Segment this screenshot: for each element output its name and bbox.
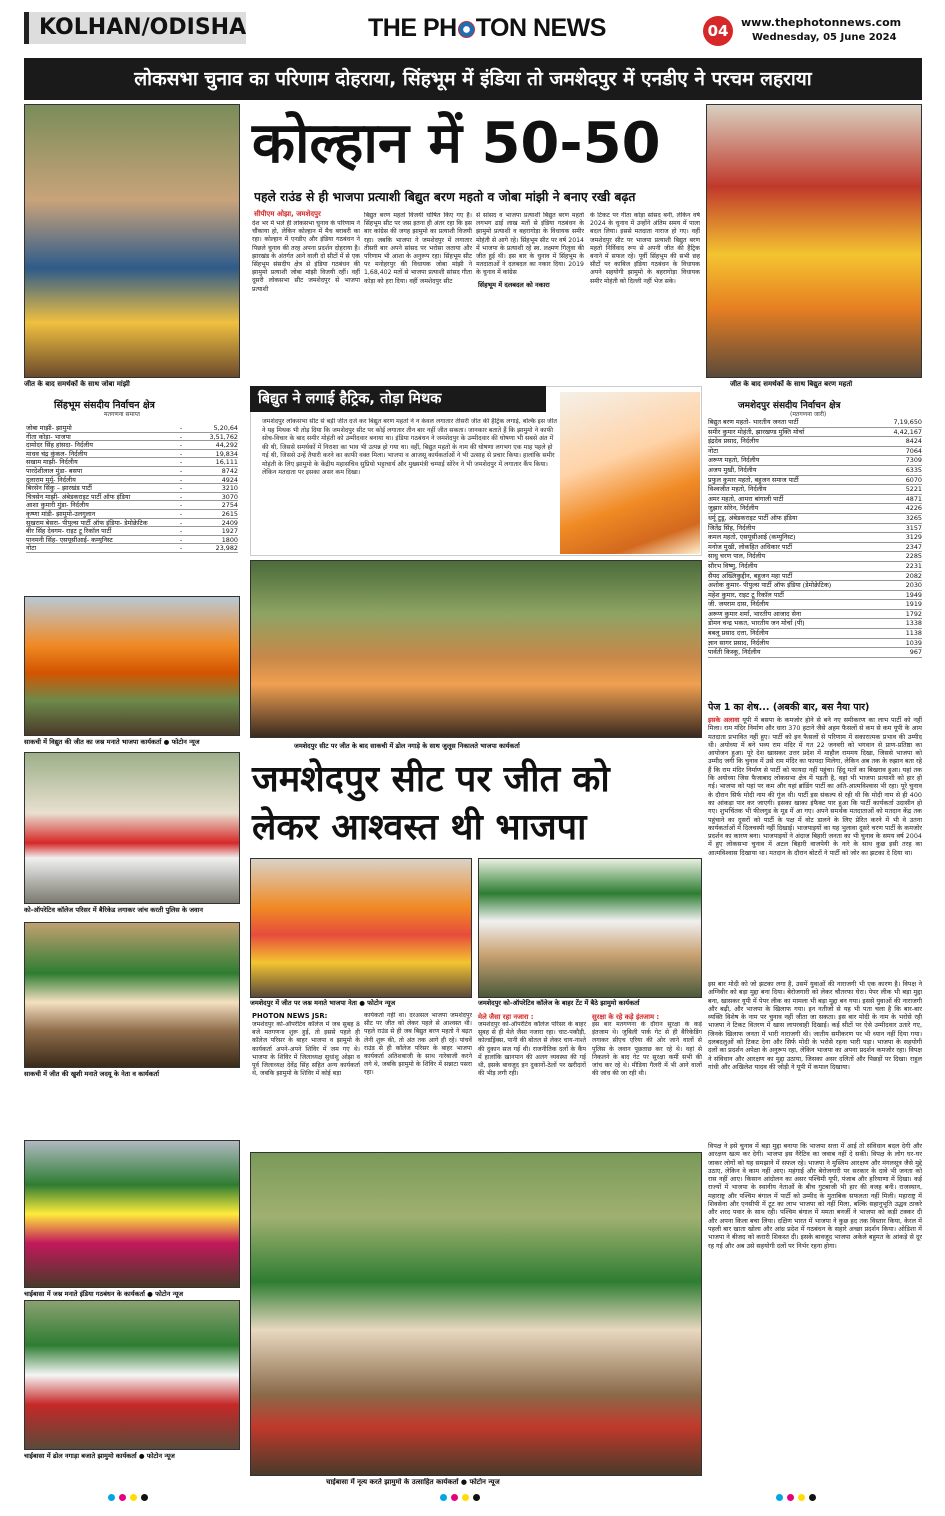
candidate-name: नोटा bbox=[26, 544, 37, 552]
jamshedpur-row bbox=[708, 639, 922, 649]
main-col-4: के टिकट पर गीता कोड़ा सांसद बनीं, लेकिन वर्ष 2024 के चुनाव में उन्होंने अंतिम समय में पाला बदल लिया। इससे मतदाता नाराज हो गए। वहीं जमशेदपुर सीट पर भाजपा प्रत्याशी बिद्युत बरण महतो निर्विवाद रूप से अपनी जीत की हैट्रिक बनाने में सफल रहे। पूर्वी सिंहभूम की सभी छह सीटों पर काबिज इंडिया गठबंधन के विधायक अपने सहयोगी झामुमो के बहरागोड़ा विधायक समीर मोहंती को दिल्ली नहीं भेज सके। bbox=[590, 212, 700, 285]
jamshedpur-row bbox=[708, 619, 922, 629]
jamshedpur-row bbox=[708, 581, 922, 591]
jamshedpur-row bbox=[708, 456, 922, 466]
hattrick-title: बिद्युत ने लगाई हैट्रिक, तोड़ा मिथक bbox=[258, 391, 442, 407]
vote-count: 1039 bbox=[905, 638, 922, 647]
vote-count: 19,834 bbox=[215, 449, 238, 458]
registration-dot bbox=[440, 1494, 447, 1501]
vote-count: 7064 bbox=[905, 446, 922, 455]
candidate-name: सखाम माझी- निर्दलीय bbox=[26, 458, 78, 466]
vote-count: 16,111 bbox=[215, 458, 238, 466]
candidate-name: अरूण महतो, निर्दलीय bbox=[708, 456, 760, 465]
vote-count: 8424 bbox=[905, 437, 922, 446]
singhbhum-row bbox=[26, 441, 238, 450]
candidate-name: साधु चरण पाल, निर्दलीय bbox=[708, 552, 766, 561]
candidate-name: दुलाराम मुर्मू- निर्दलीय bbox=[26, 475, 76, 484]
bjp-leaders-photo bbox=[250, 858, 472, 998]
candidate-name: विश्वजीत महतो, निर्दलीय bbox=[708, 485, 767, 494]
candidate-name: सौरभ विष्णु, निर्दलीय bbox=[708, 561, 758, 570]
continued-p3: विपक्ष ने इसे चुनाव में बड़ा मुद्दा बनाया कि भाजपा सत्ता में आई तो संविधान बदल देगी और आरक्षण खत्म कर देगी। भाजपा इस नैरेटिव का जवाब नहीं दे सकी। विपक्ष के लोग घर-घर जाकर लोगों को यह समझाने में सफल रहे। भाजपा ने मुस्लिम आरक्षण और मंगलसूत्र जैसे मुद्दे उठाए, लेकिन वे काम नहीं आए। महंगाई और बेरोजगारी पर सरकार के दावे भी जनता को रास नहीं आए। किसान आंदोलन का असर पश्चिमी यूपी, पंजाब और हरियाणा में दिखा। कई राज्यों में भाजपा के स्थानीय नेताओं के बीच गुटबाजी भी हार की वजह बनी। राजस्थान, महाराष्ट्र और पश्चिम बंगाल में पार्टी को उम्मीद के मुताबिक सफलता नहीं मिली। महाराष्ट्र में शिवसेना और एनसीपी में टूट का लाभ भाजपा को नहीं मिला, बल्कि सहानुभूति उद्धव ठाकरे और शरद पवार के साथ रही। पश्चिम बंगाल में ममता बनर्जी ने भाजपा को कड़ी टक्कर दी और अपना किला बचा लिया। दक्षिण भारत में भाजपा ने कुछ हद तक विस्तार किया, केरल में पहली बार खाता खोला और आंध्र प्रदेश में गठबंधन के सहारे अच्छा प्रदर्शन किया। ओडिशा में भाजपा ने बीजद को करारी शिकस्त दी। इसके बावजूद भाजपा अकेले बहुमत के आंकड़े से दूर रह गई और अब उसे सहयोगी दलों पर निर्भर रहना होगा। bbox=[708, 1142, 922, 1250]
main-col-2: बिद्युत बरण महतो विजयी घोषित किए गए हैं। सिंहभूम सीट पर जस इतना ही अंतर रहा कि इस बार कांग्रेस की जगह झामुमो का प्रत्याशी विजयी रहा। जबकि भाजपा ने जमशेदपुर में लगातार तीसरी बार अपने सांसद पर भरोसा जताया और परिणाम भी आशा के अनुरूप रहा। सिंहभूम सीट पर मनोहरपुर की विधायक जोबा मांझी ने 1,68,402 मतों से भाजपा प्रत्याशी सांसद गीता कोड़ा को हरा दिया। वहीं जमशेदपुर सीट bbox=[364, 212, 472, 285]
candidate-name: कमल महतो, एसयूसीआई (कम्युनिस्ट) bbox=[708, 533, 796, 542]
vote-count: 23,982 bbox=[215, 544, 238, 552]
website: www.thephotonnews.com bbox=[741, 16, 902, 29]
page-number-badge bbox=[703, 16, 733, 46]
row-dash: - bbox=[179, 466, 183, 475]
jamshedpur-row bbox=[708, 591, 922, 601]
registration-dot bbox=[787, 1494, 794, 1501]
sakchi-celebration-photo bbox=[24, 596, 240, 736]
singhbhum-row bbox=[26, 536, 238, 545]
vote-count: 4,42,167 bbox=[893, 427, 922, 436]
masthead bbox=[368, 14, 606, 43]
candidate-name: सुखराम बेसरा- पीपुल्स पार्टी ऑफ इंडिया- डेमोक्रेटिक bbox=[26, 518, 148, 527]
caption-procession: जमशेदपुर सीट पर जीत के बाद साकची में ढोल नगाड़े के साथ जुलूस निकालते भाजपा कार्यकर्ता bbox=[294, 742, 520, 750]
vote-count: 3157 bbox=[905, 523, 922, 532]
main-sub-byline: सिंहभूम में दलबदल को नकारा bbox=[478, 281, 550, 289]
bidyut-photo bbox=[706, 104, 922, 378]
jamshedpur-row bbox=[708, 533, 922, 543]
main-subheadline: पहले राउंड से ही भाजपा प्रत्याशी बिद्युत बरण महतो व जोबा मांझी ने बनाए रखी बढ़त bbox=[254, 190, 636, 204]
vote-count: 3070 bbox=[221, 492, 238, 501]
caption-left-5: चाईबासा में ढोल नगाड़ा बजाते झामुमो कार्यकर्ता ● फोटोन न्यूज bbox=[24, 1452, 175, 1460]
candidate-name: अजय मुखी, निर्दलीय bbox=[708, 465, 757, 474]
main-headline: कोल्हान में 50-50 bbox=[252, 111, 661, 176]
jamshedpur-row bbox=[708, 524, 922, 534]
vote-count: 4226 bbox=[905, 504, 922, 513]
vote-count: 7309 bbox=[905, 456, 922, 465]
banner-text: लोकसभा चुनाव का परिणाम दोहराया, सिंहभूम में इंडिया तो जमशेदपुर में एनडीए ने परचम लहराया bbox=[134, 68, 812, 90]
vote-count: 967 bbox=[909, 648, 922, 657]
singhbhum-row bbox=[26, 501, 238, 510]
vote-count: 1927 bbox=[221, 527, 238, 535]
print-registration-dots-center bbox=[440, 1494, 480, 1501]
singhbhum-row bbox=[26, 510, 238, 519]
jobamanjhi-photo bbox=[24, 104, 240, 378]
hattrick-title-bar bbox=[250, 386, 546, 412]
page-number: 04 bbox=[707, 22, 729, 40]
print-registration-dots-right bbox=[776, 1494, 816, 1501]
vote-count: 2231 bbox=[905, 561, 922, 570]
registration-dot bbox=[130, 1494, 137, 1501]
singhbhum-row bbox=[26, 476, 238, 485]
registration-dot bbox=[809, 1494, 816, 1501]
vote-count: 2347 bbox=[905, 542, 922, 551]
vote-count: 8742 bbox=[221, 466, 238, 475]
vote-count: 1800 bbox=[221, 535, 238, 544]
jamshedpur-row bbox=[708, 418, 922, 428]
vote-count: 1138 bbox=[905, 629, 922, 638]
singhbhum-results-table bbox=[26, 424, 238, 553]
singhbhum-subtitle: मतगणना समाप्त bbox=[104, 411, 140, 418]
vote-count: 2082 bbox=[905, 571, 922, 580]
continued-title: पेज 1 का शेष... (अबकी बार, बस नैया पार) bbox=[708, 702, 870, 713]
candidate-name: प्रफुल कुमार महतो, बहुजन समाज पार्टी bbox=[708, 475, 799, 484]
registration-dot bbox=[462, 1494, 469, 1501]
jamshedpur-row bbox=[708, 514, 922, 524]
singhbhum-row bbox=[26, 519, 238, 528]
vote-count: 3210 bbox=[221, 484, 238, 492]
caption-left-4: चाईबासा में जश्न मनाते इंडिया गठबंधन के कार्यकर्ता ● फोटोन न्यूज bbox=[24, 1290, 184, 1298]
candidate-name: चित्रसेन माझी- अंबेडकराइट पार्टी ऑफ इंडिया bbox=[26, 492, 131, 501]
row-dash: - bbox=[179, 501, 183, 509]
vote-count: 2285 bbox=[905, 552, 922, 561]
row-dash: - bbox=[179, 484, 183, 492]
singhbhum-row bbox=[26, 493, 238, 502]
vote-count: 3265 bbox=[905, 513, 922, 522]
jamshedpur-row bbox=[708, 447, 922, 457]
candidate-name: धर्मू टुडू, अंबेडकराइट पार्टी ऑफ इंडिया bbox=[708, 513, 798, 522]
singhbhum-row bbox=[26, 450, 238, 459]
vote-count: 4924 bbox=[221, 475, 238, 484]
continued-lead: इसके अलावा bbox=[708, 716, 740, 724]
row-dash: - bbox=[179, 441, 183, 449]
jamshedpur-row bbox=[708, 476, 922, 486]
vote-count: 2409 bbox=[221, 518, 238, 527]
jamshedpur-row bbox=[708, 504, 922, 514]
candidate-name: बबलू प्रसाद दत्ता, निर्दलीय bbox=[708, 629, 769, 638]
jamshedpur-row bbox=[708, 600, 922, 610]
vote-count: 6335 bbox=[905, 465, 922, 474]
candidate-name: ज्ञान सागर प्रसाद, निर्दलीय bbox=[708, 638, 769, 647]
candidate-name: डोमन चन्द्र भकत, भारतीय जन मोर्चा (पी) bbox=[708, 619, 805, 628]
candidate-name: महेश कुमार, राइट टू रिकॉल पार्टी bbox=[708, 590, 784, 599]
candidate-name: अशोक कुमार- पीपुल्स पार्टी ऑफ इंडिया (डेमोक्रेटिक) bbox=[708, 581, 832, 590]
candidate-name: नोटा bbox=[708, 446, 719, 455]
jamshedpur-row bbox=[708, 610, 922, 620]
caption-mid-1: जमशेदपुर में जीत पर जश्न मनाते भाजपा नेता ● फोटोन न्यूज bbox=[250, 999, 396, 1007]
chaibasa-india-photo bbox=[24, 1140, 240, 1288]
row-dash: - bbox=[179, 475, 183, 484]
candidate-name: सैयद अख्लिकुद्दीन, बहुजन महा पार्टी bbox=[708, 571, 793, 580]
vote-count: 1338 bbox=[905, 619, 922, 628]
vote-count: 1919 bbox=[905, 600, 922, 609]
candidate-name: जुझार सोरेन, निर्दलीय bbox=[708, 504, 759, 513]
vote-count: 7,19,650 bbox=[893, 418, 922, 426]
row-dash: - bbox=[179, 518, 183, 527]
vote-count: 3,51,762 bbox=[209, 432, 238, 441]
jamshedpur-row bbox=[708, 495, 922, 505]
vote-count: 2030 bbox=[905, 581, 922, 590]
row-dash: - bbox=[179, 527, 183, 535]
jamshedpur-sub-2: सुरक्षा के रहे कड़े इंतजाम : bbox=[592, 1013, 660, 1021]
row-dash: - bbox=[179, 509, 183, 518]
vote-count: 4871 bbox=[905, 494, 922, 503]
caption-top-right: जीत के बाद समर्थकों के साथ बिद्युत बरण महतो bbox=[730, 380, 853, 388]
candidate-name: अरूण कुमार शर्मा, भारतीय आजाद सेना bbox=[708, 609, 802, 618]
chaibasa-drums-photo bbox=[24, 1300, 240, 1450]
candidate-name: जोबा माझी- झामुमो bbox=[26, 424, 72, 432]
vote-count: 2615 bbox=[221, 509, 238, 518]
hattrick-body: जमशेदपुर लोकसभा सीट से बड़ी जीत दर्ज कर बिद्युत बरण महतो ने न केवल लगातार तीसरी जीत की हैट्रिक लगाई, बल्कि इस जीत ने यह मिथक भी तोड़ दिया कि जमशेदपुर सीट पर कोई लगातार तीन बार नहीं जीत सकता। जानकार बताते हैं कि झामुमो ने काफी सोच-विचार के बाद समीर मोहंती को उम्मीदवार बनाया था। इंडिया गठबंधन ने जमशेदपुर के उम्मीदवार की घोषणा भी सबसे अंत में की थी, जिससे समर्थकों में निराशा का भाव भी उत्पन्न हो गया था। वहीं, बिद्युत महतो के नाम की घोषणा लगभग एक माह पहले हो गई थी, जिससे उन्हें तैयारी करने का काफी वक्त मिला। भाजपा व आजसू कार्यकर्ताओं ने भी उत्साह से प्रचार किया। हालांकि समीर मोहंती के लिए झामुमो के केंद्रीय महासचिव सुप्रियो भट्टाचार्य और मुख्यमंत्री चम्पाई सोरेन ने भी जमशेदपुर में लगातार कैंप किया। लेकिन मतदाता पर इसका असर कम दिखा। bbox=[262, 418, 557, 476]
jamshedpur-row bbox=[708, 466, 922, 476]
vote-count: 2754 bbox=[221, 501, 238, 509]
continued-p2: इस बार मोदी को जो झटका लगा है, उसमें युवाओं की नाराजगी भी एक कारण है। विपक्ष ने अग्निवीर को बड़ा मुद्दा बना दिया। बेरोजगारी को लेकर चौतरफा घेरा। पेपर लीक भी बड़ा मुद्दा बना, खासकर यूपी में पेपर लीक का मामला भी बड़ा मुद्दा बन गया। इससे युवाओं की नाराजगी और बढ़ी, और भाजपा के खिलाफ गया। इन नतीजों से यह भी पता चला है कि बार-बार व्यक्ति विशेष के नाम पर चुनाव नहीं जीता जा सकता। इस बार मोदी के नाम के भरोसे रही भाजपा ने टिकट वितरण में खास लापरवाही दिखाई। कई सीटों पर ऐसे उम्मीदवार उतारे गए, जिनके खिलाफ जनता में भारी नाराजगी थी। जातीय समीकरण पर भी ध्यान नहीं दिया गया। दलबदलुओं को टिकट देना और सिर्फ मोदी के भरोसे रहना भारी पड़ा। भाजपा के सहयोगी दलों का प्रदर्शन अपेक्षा के अनुरूप रहा, लेकिन भाजपा का अपना प्रदर्शन कमजोर रहा। विपक्ष ने संविधान और आरक्षण का मुद्दा उठाया, जिसका असर दलितों और पिछड़ों पर दिखा। राहुल गांधी और अखिलेश यादव की जोड़ी ने यूपी में कमाल दिखाया। bbox=[708, 980, 922, 1071]
singhbhum-row bbox=[26, 467, 238, 476]
row-dash: - bbox=[179, 432, 183, 441]
row-dash: - bbox=[179, 544, 183, 552]
singhbhum-row bbox=[26, 458, 238, 467]
singhbhum-row bbox=[26, 424, 238, 433]
date: Wednesday, 05 June 2024 bbox=[752, 32, 897, 43]
jamshedpur-results-table bbox=[708, 418, 922, 658]
row-dash: - bbox=[179, 449, 183, 458]
singhbhum-row bbox=[26, 527, 238, 536]
jamshedpur-row bbox=[708, 572, 922, 582]
caption-mid-2: जमशेदपुर को-ऑपरेटिव कॉलेज के बाहर टेंट में बैठे झामुमो कार्यकर्ता bbox=[478, 999, 640, 1007]
vote-count: 1792 bbox=[905, 609, 922, 618]
registration-dot bbox=[776, 1494, 783, 1501]
caption-left-2: को-ऑपरेटिव कॉलेज परिसर में बैरिकेड लगाकर जांच करती पुलिस के जवान bbox=[24, 906, 203, 914]
procession-photo bbox=[250, 560, 702, 738]
candidate-name: पानमनी सिंह- एसयूसीआई- कम्युनिस्ट bbox=[26, 535, 113, 544]
jamshedpur-col-3: जमशेदपुर को-ऑपरेटिव कॉलेज परिसर के बाहर सुबह से ही मेले जैसा नजारा रहा। चाट-पकौड़ी, कोल्डड्रिंक्स, पानी की बोतल से लेकर चाय-नाश्ते की दुकान सज गई थी। राजनीतिक दलों के कैंप में हालांकि खानपान की अलग व्यवस्था की गई थी, इसके बावजूद इन दुकानों-ठेलों पर खरीदारों की भीड़ लगी रही। bbox=[478, 1021, 586, 1078]
jamshedpur-title: जमशेदपुर संसदीय निर्वाचन क्षेत्र bbox=[738, 401, 841, 411]
registration-dot bbox=[108, 1494, 115, 1501]
main-col-1: देश भर में भले ही लोकसभा चुनाव के परिणाम ने चौंकाया हो, लेकिन कोल्हान में मैच बराबरी का रहा। कोल्हान में एनडीए और इंडिया गठबंधन ने पिछले चुनाव की तरह अपना प्रदर्शन दोहराया है। झारखंड के अंतर्गत आने वाली दो सीटों में से एक सिंहभूम संसदीय क्षेत्र से इंडिया गठबंधन की झामुमो प्रत्याशी जोबा मांझी विजयी रहीं। वहीं दूसरी लोकसभा सीट जमशेदपुर से भाजपा प्रत्याशी bbox=[252, 220, 360, 293]
row-dash: - bbox=[179, 424, 183, 432]
registration-dot bbox=[119, 1494, 126, 1501]
candidate-name: जितेंद्र सिंह, निर्दलीय bbox=[708, 523, 756, 532]
top-banner bbox=[24, 58, 922, 100]
singhbhum-row bbox=[26, 433, 238, 442]
jamshedpur-byline: PHOTON NEWS JSR: bbox=[252, 1012, 328, 1020]
continued-p1 bbox=[708, 716, 922, 976]
vote-count: 5221 bbox=[905, 485, 922, 494]
vote-count: 44,292 bbox=[215, 441, 238, 449]
vote-count: 3129 bbox=[905, 533, 922, 542]
masthead-part-2: TON NEWS bbox=[475, 14, 606, 42]
jmm-tent-photo bbox=[478, 858, 702, 998]
caption-left-3: साकची में जीत की खुशी मनाते जदयू के नेता व कार्यकर्ता bbox=[24, 1070, 160, 1078]
candidate-name: मनोज मुखी, लोकहित अधिकार पार्टी bbox=[708, 542, 793, 551]
registration-dot bbox=[473, 1494, 480, 1501]
registration-dot bbox=[141, 1494, 148, 1501]
caption-top-left: जीत के बाद समर्थकों के साथ जोबा मांझी bbox=[24, 380, 130, 388]
candidate-name: माधव चंद्र कुंकल- निर्दलीय bbox=[26, 449, 88, 458]
jamshedpur-sub-1: मेले जैसा रहा नजारा : bbox=[478, 1013, 534, 1021]
jamshedpur-row bbox=[708, 629, 922, 639]
barricade-photo bbox=[24, 752, 240, 904]
logo-camera-icon bbox=[458, 21, 475, 38]
jamshedpur-headline-1: जमशेदपुर सीट पर जीत को bbox=[252, 759, 610, 800]
main-byline: सीपीएम ओझा, जमशेदपुर bbox=[254, 210, 321, 218]
candidate-name: पार्वती किस्कू, निर्दलीय bbox=[708, 648, 761, 657]
jamshedpur-row bbox=[708, 648, 922, 658]
candidate-name: कृष्णा मांडी- झामुमो-उलगुलान bbox=[26, 509, 96, 518]
vote-count: 1949 bbox=[905, 590, 922, 599]
jamshedpur-row bbox=[708, 485, 922, 495]
print-registration-dots-left bbox=[108, 1494, 148, 1501]
vote-count: 6070 bbox=[905, 475, 922, 484]
jamshedpur-col-4: इस बार मतगणना के दौरान सुरक्षा के कड़े इंतजाम थे। जुबिली पार्क गेट से ही बैरिकेडिंग लगाकर सीएच एरिया की ओर जाने वालों से पुलिस के जवान पूछताछ कर रहे थे। वहां से निकलने के बाद गेट पर सुरक्षा कर्मी सभी की जांच कर रहे थे। मीडिया गैलरी में भी आने वालों की जांच की जा रही थी। bbox=[592, 1021, 702, 1078]
jamshedpur-row bbox=[708, 562, 922, 572]
candidate-name: जी. जयराम दास, निर्दलीय bbox=[708, 600, 769, 609]
row-dash: - bbox=[179, 458, 183, 466]
candidate-name: बीर सिंह देवगम- राइट टू रिकॉल पार्टी bbox=[26, 527, 112, 535]
jamshedpur-row bbox=[708, 552, 922, 562]
candidate-name: गीता कोड़ा- भाजपा bbox=[26, 432, 71, 441]
chaibasa-dance-photo bbox=[250, 1152, 702, 1476]
candidate-name: आशा कुमारी मुंडा- निर्दलीय bbox=[26, 501, 89, 509]
registration-dot bbox=[451, 1494, 458, 1501]
row-dash: - bbox=[179, 492, 183, 501]
region-label: KOLHAN/ODISHA bbox=[39, 15, 247, 40]
candidate-name: अमर महतो, आमरा बांगाली पार्टी bbox=[708, 494, 784, 503]
jamshedpur-headline-2: लेकर आश्वस्त थी भाजपा bbox=[252, 807, 587, 848]
candidate-name: समीर कुमार मोहंती, झारखण्ड मुक्ति मोर्चा bbox=[708, 427, 805, 436]
row-dash: - bbox=[179, 535, 183, 544]
main-col-3: से सांसद व भाजपा प्रत्याशी बिद्युत बरण महतो लगभग ढाई लाख मतों से इंडिया गठबंधन के झामुमो प्रत्याशी व बहरागोड़ा के विधायक समीर मोहंती से आगे रहे। सिंहभूम सीट पर वर्ष 2014 में भाजपा के प्रत्याशी रहे स्व. लक्ष्मण गिलुवा की जीत हुई थी। इस बार के चुनाव में सिंहभूम के मतदाताओं ने दलबदल का नकार दिया। 2019 के चुनाव में कांग्रेस bbox=[476, 212, 584, 277]
jamshedpur-row bbox=[708, 543, 922, 553]
candidate-name: इंद्रदेव प्रसाद, निर्दलीय bbox=[708, 437, 759, 446]
candidate-name: बिरसेन सिंकु – झारखंड पार्टी bbox=[26, 484, 92, 492]
vote-count: 5,20,64 bbox=[213, 424, 238, 432]
jamshedpur-row bbox=[708, 437, 922, 447]
candidate-name: बिद्युत बरण महतो- भारतीय जनता पार्टी bbox=[708, 418, 799, 426]
jamshedpur-col-2: कार्यकर्ता नहीं था। दरअसल भाजपा जमशेदपुर सीट पर जीत को लेकर पहले से आश्वस्त थी। पहले राउंड से ही जब बिद्युत बरण महतो ने बढ़त लेनी शुरू की, तो अंत तक आगे ही रहे। पांचवें राउंड से ही कॉलेज परिसर के बाहर भाजपा कार्यकर्ता अतिशबाजी के साथ नारेबाजी करने लगे थे, जबकि झामुमो के शिविर में सन्नाटा पसरा रहा। bbox=[364, 1012, 472, 1077]
jamshedpur-row bbox=[708, 428, 922, 438]
candidate-name: पारदेशीलाल मुंडा- बसपा bbox=[26, 466, 83, 475]
jamshedpur-col-1: जमशेदपुर को-ऑपरेटिव कॉलेज में जब सुबह 8 बजे मतगणना शुरू हुई, तो इससे पहले ही कॉलेज परिसर के बाहर भाजपा व झामुमो के कार्यकर्ता अपने-अपने शिविर में जम गए थे। भाजपा के शिविर में जिलाध्यक्ष सुधांशु ओझा व पूर्व जिलाध्यक्ष देवेंद्र सिंह सहित अन्य कार्यकर्ता थे, जबकि झामुमो के शिविर में कोई बड़ा bbox=[252, 1021, 360, 1078]
section-label-box bbox=[24, 12, 246, 44]
caption-bottom: चाईबासा में नृत्य करते झामुमो के उत्साहित कार्यकर्ता ● फोटोन न्यूज bbox=[326, 1478, 500, 1486]
singhbhum-row bbox=[26, 484, 238, 493]
registration-dot bbox=[798, 1494, 805, 1501]
bidyut-victory-photo bbox=[560, 392, 700, 554]
singhbhum-title: सिंहभूम संसदीय निर्वाचन क्षेत्र bbox=[54, 400, 155, 411]
jamshedpur-subtitle: (मतगणना जारी) bbox=[790, 411, 827, 418]
singhbhum-row bbox=[26, 544, 238, 553]
candidate-name: दामोदर सिंह हांसदा- निर्दलीय bbox=[26, 441, 94, 449]
masthead-part-1: THE PH bbox=[368, 14, 457, 42]
continued-p1-text: यूपी में बसपा के कमजोर होने से बने नए समीकरण का लाभ पार्टी को नहीं मिला। राम मंदिर निर्माण और धारा 370 हटाने जैसे अहम फैसलों से कम से कम यूपी के आम मतदाता प्रभावित नहीं हुए। पार्टी को इन फैसलों से परिणाम में सकारात्मक प्रभाव की उम्मीद थी। अयोध्या में बने भव्य राम मंदिर में गत 22 जनवरी को भगवान से प्राण-प्रतिष्ठा का आयोजन हुआ। पूरे देश खासकर उत्तर प्रदेश में माहौल राममय दिखा, जिससे भाजपा को उम्मीद जगी कि चुनाव में उसे राम मंदिर का फायदा मिलेगा, लेकिन अब तक के रुझान बता रहे हैं कि राम मंदिर निर्माण से पार्टी को फायदा नहीं पहुंचा। हिंदू मतों का बिखराव हुआ। यहां तक कि अयोध्या जिस फैजाबाद लोकसभा क्षेत्र में पड़ती है, वहां भी भाजपा प्रत्याशी को हार हो गई। भाजपा को यहां पर कम और यहां ब्रांडिंग पार्टी का अति-आत्मविश्वास भी रहा। पूरे चुनाव के दौरान सिर्फ मोदी नाम की गूंज थी। पार्टी इस संकल्प से रही थी कि मोदी नाम से ही 400 का आंकड़ा पार कर जाएगी। इसका खाका इंफैक्ट पार हुआ कि पार्टी कार्यकर्ता उदासीन हो गए। शुभचिंतक भी फीलगुड के मूड में आ गए। अपने समर्थक मतदाताओं को मतदान केंद्र तक पहुंचाने का दूसरों को पार्टी के पक्ष में वोट डालने के लिए प्रेरित करने में भी वे उतना कार्यकर्ताओं में दिलचस्पी नहीं दिखाई। भाजपाइयों का यह भुलावा दूसरे चरण पार्टी के कमजोर प्रदर्शन का कारण बना। भाजपाइयों ने अंदाज बिहारी जनता का भी चुनाव के समय वर्ष 2004 में हुए लोकसभा चुनाव में अटल बिहारी वाजपेयी के नारे के साथ कुछ इसी तरह का आत्मविश्वास दिखाया था। मतदान के दौरान बोटरों ने पार्टी को जोर का झटका दे दिया था। bbox=[708, 716, 922, 857]
jdu-celebration-photo bbox=[24, 922, 240, 1068]
caption-left-1: साकची में विद्युत की जीत का जश्न मनाते भाजपा कार्यकर्ता ● फोटोन न्यूज bbox=[24, 738, 200, 746]
